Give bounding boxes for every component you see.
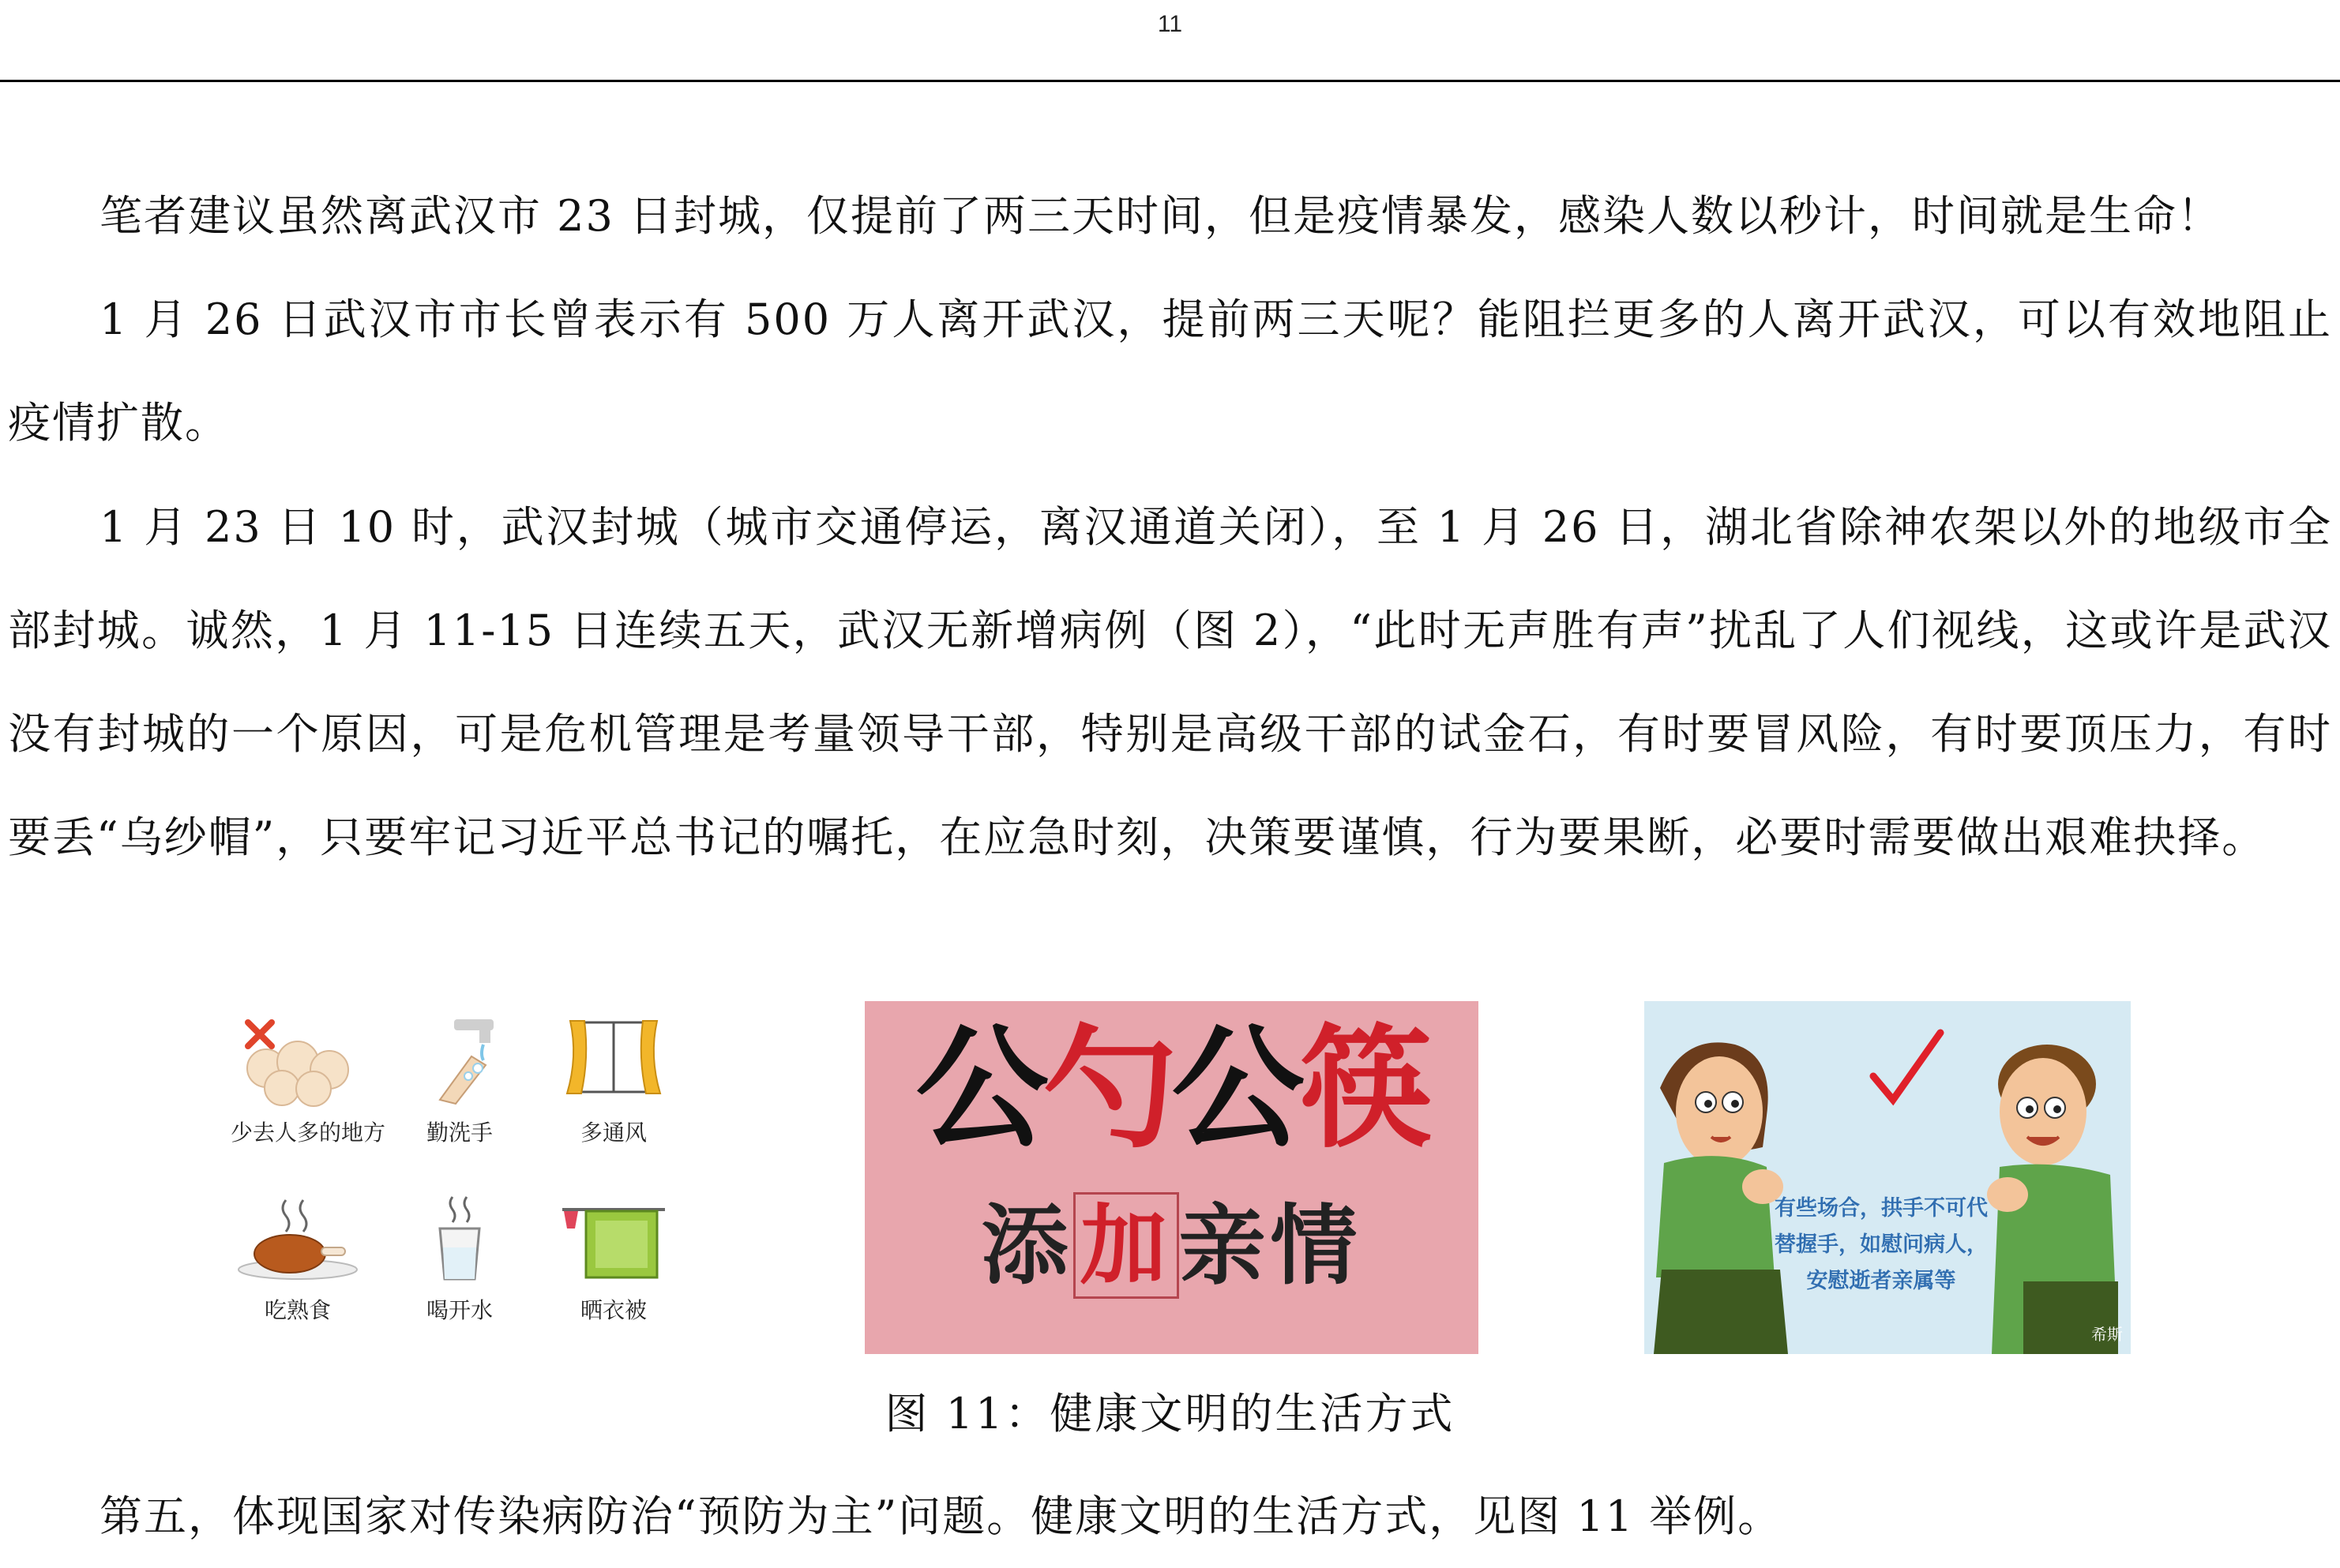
tip-avoid-crowds (231, 1013, 386, 1147)
tip-boiled-water (393, 1191, 527, 1325)
body-paragraph-2: 1 月 26 日武汉市市长曾表示有 500 万人离开武汉，提前两三天呢？能阻拦更多的人离开武汉，可以有效地阻止疫情扩散。 (8, 294, 2332, 448)
poster-subtitle (865, 1191, 1478, 1301)
poster-title-char-red: 筷 (1299, 1010, 1428, 1166)
greeting-cartoon-figure (1644, 1001, 2131, 1354)
poster-title (865, 1009, 1478, 1167)
crowd-icon (231, 1013, 365, 1108)
handwash-icon (393, 1013, 527, 1108)
sun-bedding-icon (547, 1191, 681, 1285)
tip-label: 晒衣被 (580, 1297, 647, 1323)
tip-label: 多通风 (580, 1120, 647, 1146)
page-number: 11 (1157, 11, 1183, 37)
tip-ventilate (547, 1013, 681, 1147)
hygiene-tips-figure (223, 1001, 701, 1354)
figure-caption: 图 11：健康文明的生活方式 (885, 1389, 1455, 1439)
cooked-food-icon (231, 1191, 365, 1285)
poster-subtitle-chars: 亲情 (1178, 1195, 1362, 1296)
poster-title-char: 公 (1171, 1010, 1300, 1166)
poster-subtitle-boxed-char: 加 (1073, 1192, 1179, 1299)
window-icon (547, 1013, 681, 1108)
tip-label: 少去人多的地方 (231, 1120, 386, 1146)
tip-sun-bedding (547, 1191, 681, 1325)
body-paragraph-1: 笔者建议虽然离武汉市 23 日封城，仅提前了两三天时间，但是疫情暴发，感染人数以秒计，时间就是生命！ (100, 191, 2222, 241)
tip-cooked-food (231, 1191, 365, 1325)
body-paragraph-3: 1 月 23 日 10 时，武汉封城（城市交通停运，离汉通道关闭），至 1 月 26 日，湖北省除神农架以外的地级市全部封城。诚然，1 月 11-15 日连续五天，武汉无新增病例（图 2），“此时无声胜有声”扰乱了人们视线，这或许是武汉没有封城的一个原因，可是危机管理是考量领导干部，特别是高级干部的试金石，有时要冒风险，有时要顶压力，有时要丢“乌纱帽”，只要牢记习近平总书记的嘱托，在应急时刻，决策要谨慎，行为要果断，必要时需要做出艰难抉择。 (8, 502, 2332, 862)
greeting-cartoon-caption: 有些场合，拱手不可代替握手，如慰问病人，安慰逝者亲属等 (1775, 1196, 1988, 1293)
greeting-cartoon-illustration (1644, 1001, 2131, 1354)
header-rule (0, 80, 2340, 82)
poster-title-char: 公 (915, 1010, 1044, 1166)
tip-label: 勤洗手 (426, 1120, 493, 1146)
chopsticks-poster-figure (865, 1001, 1478, 1354)
tip-wash-hands (393, 1013, 527, 1147)
tip-label: 吃熟食 (264, 1297, 331, 1323)
poster-title-char-red: 勺 (1043, 1010, 1172, 1166)
checkmark-icon (1873, 1033, 1940, 1100)
poster-subtitle-char: 添 (981, 1195, 1073, 1296)
boiled-water-icon (393, 1191, 527, 1285)
body-paragraph-4: 第五，体现国家对传染病防治“预防为主”问题。健康文明的生活方式，见图 11 举例。 (100, 1491, 1782, 1541)
tip-label: 喝开水 (426, 1297, 493, 1323)
watermark: 希斯 (2091, 1325, 2123, 1344)
